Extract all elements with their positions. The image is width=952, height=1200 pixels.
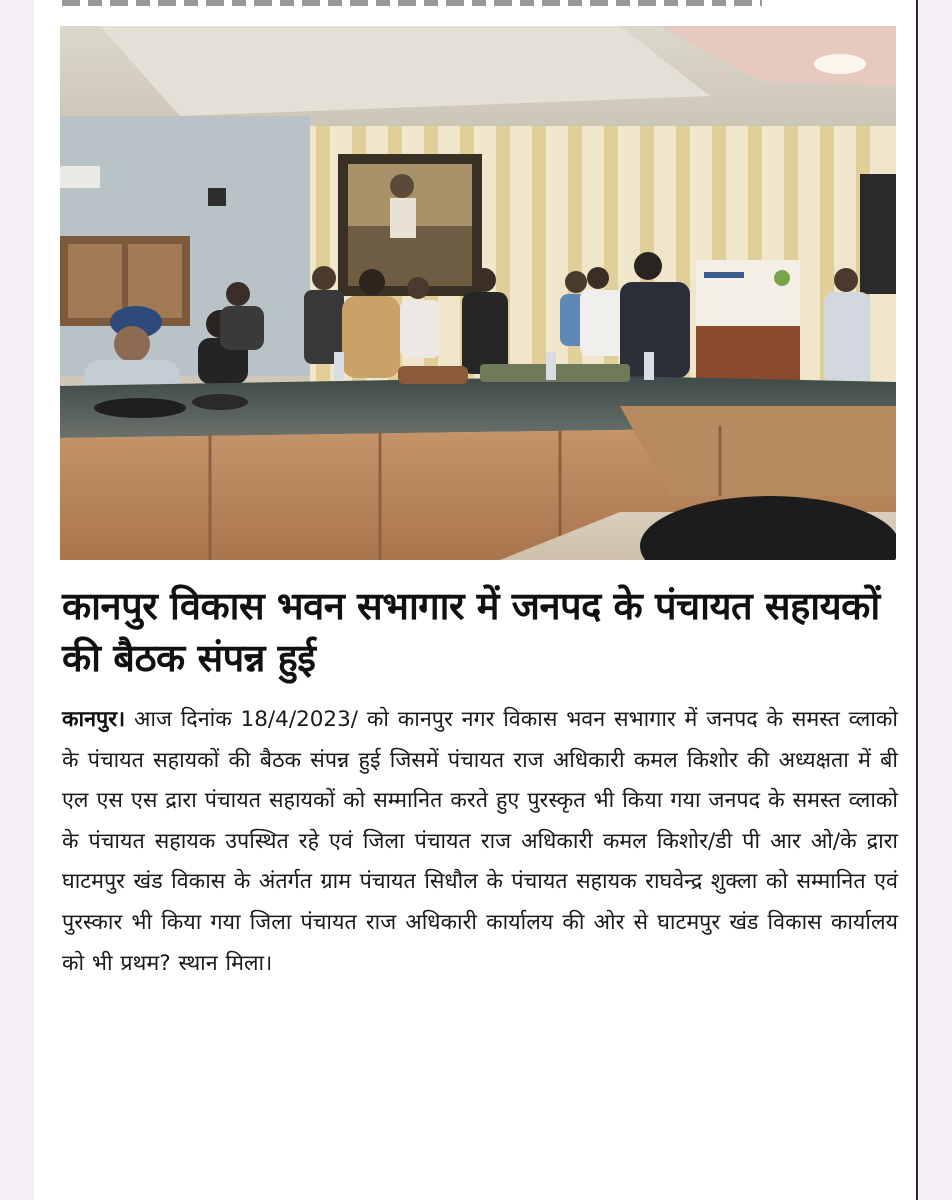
article-dateline: कानपुर। (62, 707, 126, 732)
column-rule (916, 0, 918, 1200)
cropped-text-line (62, 0, 762, 6)
article-body-text: आज दिनांक 18/4/2023/ को कानपुर नगर विकास भवन सभागार में जनपद के समस्त व्लाको के पंचायत सहायकों की बैठक संपन्न हुई जिसमें पंचायत राज अधिकारी कमल किशोर की अध्यक्षता में बी एल एस एस द्रारा पंचायत सहायकों को सम्मानित करते हुए पुरस्कृत भी किया गया जनपद के समस्त व्लाको के पंचायत सहायक उपस्थित रहे एवं जिला पंचायत राज अधिकारी कमल किशोर/डी पी आर ओ/के द्रारा घाटमपुर खंड विकास के अंतर्गत ग्राम पंचायत सिधौल के पंचायत सहायक राघवेन्द्र शुक्ला को सम्मानित एवं पुरस्कार भी किया गया जिला पंचायत राज अधिकारी कार्यालय की ओर से घाटमपुर खंड विकास कार्यालय को भी प्रथम? स्थान मिला। (62, 707, 898, 976)
article-body (62, 700, 898, 984)
article-headline: कानपुर विकास भवन सभागार में जनपद के पंचायत सहायकों की बैठक संपन्न हुई (62, 584, 880, 680)
left-margin-band (0, 0, 34, 1200)
meeting-photo (60, 26, 896, 560)
right-margin-band (918, 0, 952, 1200)
